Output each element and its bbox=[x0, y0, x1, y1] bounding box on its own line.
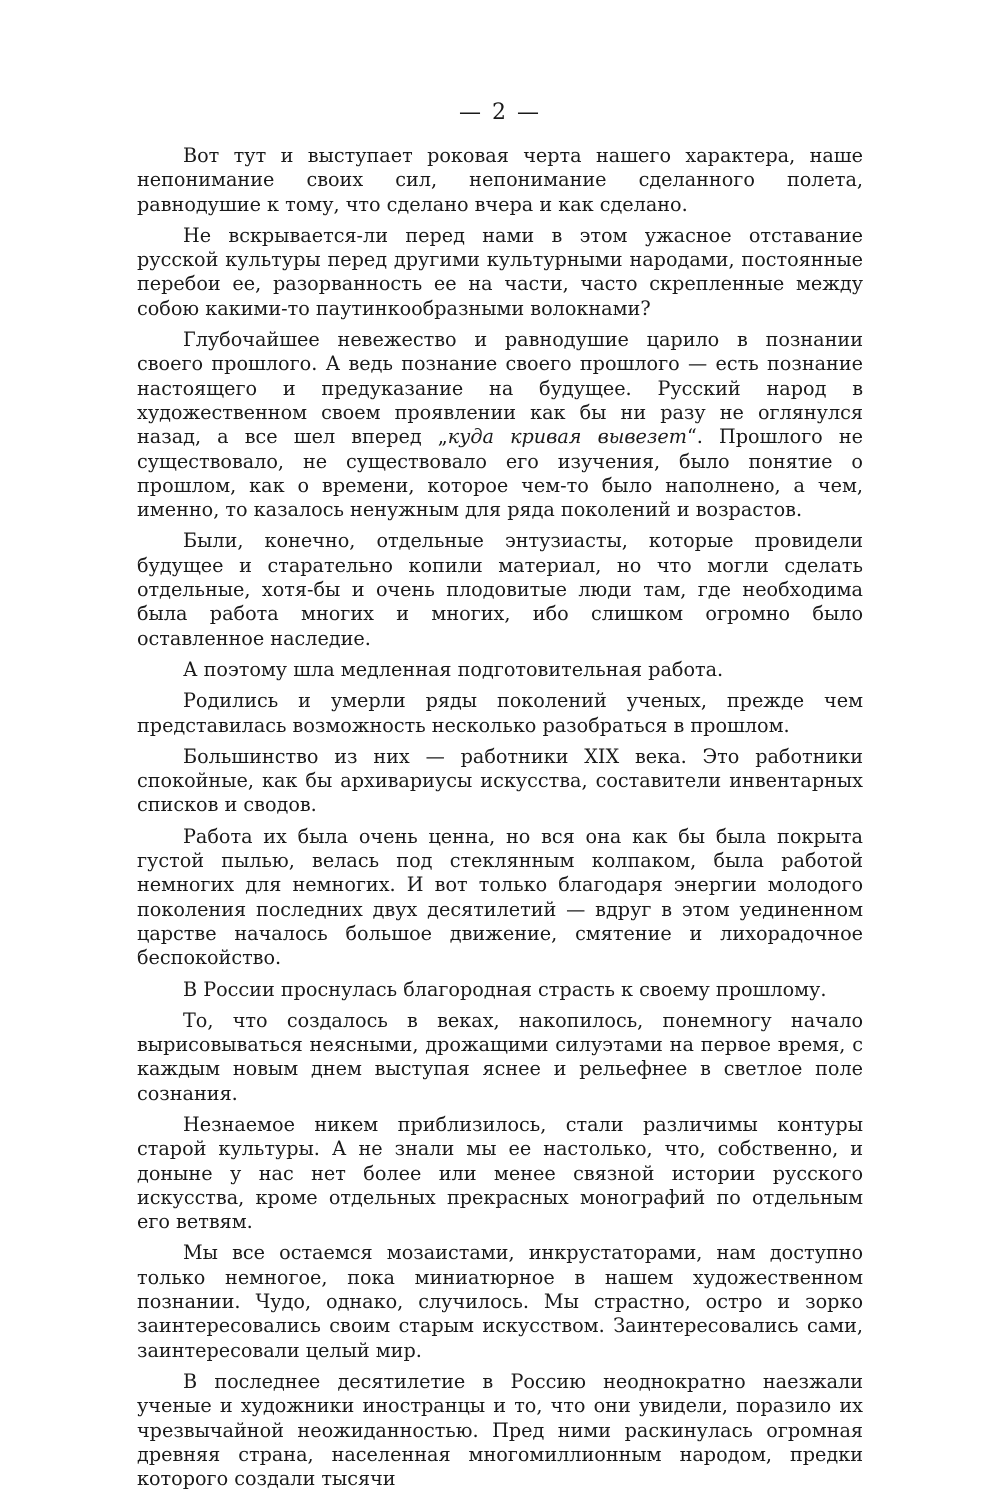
paragraph-10: То, что создалось в веках, накопилось, понемногу начало вырисовываться неясными, дрожащими силуэтами на первое время, с каждым новым днем выступая яснее и рельефнее в светлое поле сознания. bbox=[137, 1008, 863, 1105]
paragraph-1: Вот тут и выступает роковая черта нашего характера, наше непонимание своих сил, непонимание сделанного полета, равнодушие к тому, что сделано вчера и как сделано. bbox=[137, 144, 863, 216]
paragraph-2: Не вскрывается-ли перед нами в этом ужасное отставание русской культуры перед другими культурными народами, постоянные перебои ее, разорванность ее на части, часто скрепленные между собою какими-то паутинкообразными волокнами? bbox=[137, 223, 863, 320]
paragraph-8: Работа их была очень ценна, но вся она как бы была покрыта густой пылью, велась под стеклянным колпаком, была работой немногих для немногих. И вот только благодаря энергии молодого поколения последних двух десятилетий — вдруг в этом уединенном царстве началось большое движение, смятение и лихорадочное беспокойство. bbox=[137, 824, 863, 970]
paragraph-6: Родились и умерли ряды поколений ученых, прежде чем представилась возможность несколько разобраться в прошлом. bbox=[137, 689, 863, 737]
paragraph-13: В последнее десятилетие в Россию неоднократно наезжали ученые и художники иностранцы и то, что они увидели, поразило их чрезвычайной неожиданностью. Пред ними раскинулась огромная древняя страна, населенная многомиллионным народом, предки которого создали тысячи bbox=[137, 1369, 863, 1491]
paragraph-9: В России проснулась благородная страсть к своему прошлому. bbox=[183, 977, 827, 1001]
paragraph-5: А поэтому шла медленная подготовительная работа. bbox=[183, 657, 724, 681]
page-number: — 2 — bbox=[459, 100, 541, 125]
paragraph-7: Большинство из них — работники XIX века. Это работники спокойные, как бы архивариусы искусства, составители инвентарных списков и сводов. bbox=[137, 744, 863, 817]
paragraph-12: Мы все остаемся мозаистами, инкрустаторами, нам доступно только немногое, пока миниатюрное в нашем художественном познании. Чудо, однако, случилось. Мы страстно, остро и зорко заинтересовались своим старым искусством. Заинтересовались сами, заинтересовали целый мир. bbox=[137, 1241, 863, 1362]
paragraph-3-text-before: Глубочайшее невежество и равнодушие царило в познании своего прошлого. А ведь познание своего прошлого — есть познание настоящего и предуказание на будущее. Русский народ в художественном своем проявлении как бы ни разу не оглянулся назад, а все шел вперед „ bbox=[137, 328, 863, 449]
paragraph-11: Незнаемое никем приблизилось, стали различимы контуры старой культуры. А не знали мы ее настолько, что, собственно, и доныне у нас нет более или менее связной истории русского искусства, кроме отдельных прекрасных монографий по отдельным его ветвям. bbox=[137, 1112, 863, 1234]
paragraph-4: Были, конечно, отдельные энтузиасты, которые провидели будущее и старательно копили материал, но что могли сделать отдельные, хотя-бы и очень плодовитые люди там, где необходима была работа многих и многих, ибо слишком огромно было оставленное наследие. bbox=[137, 529, 863, 650]
paragraph-3-text-after: “. Прошлого не существовало, не существовало его изучения, было понятие о прошлом, как о времени, которое чем-то было наполнено, а чем, именно, то казалось ненужным для ряда поколений и возрастов. bbox=[137, 425, 863, 522]
body-text bbox=[137, 144, 863, 1498]
paragraph-3 bbox=[137, 328, 863, 522]
paragraph-3-italic-quote: куда кривая вывезет bbox=[447, 425, 687, 449]
